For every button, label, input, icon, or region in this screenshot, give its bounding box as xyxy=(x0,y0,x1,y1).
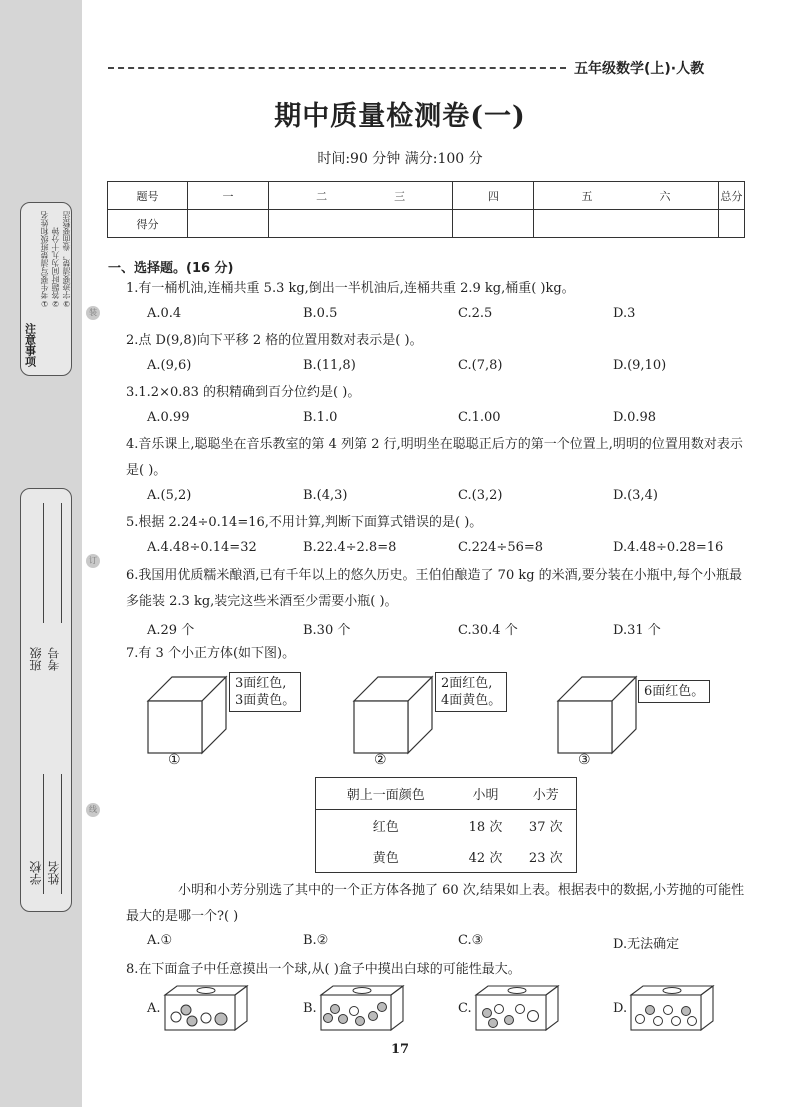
name-field-label: 姓名 xyxy=(47,861,61,885)
table-header: 小芳 xyxy=(532,788,559,803)
score-table-header-5: 五 xyxy=(581,189,593,203)
notice-line: ②答题时间为九十分钟 xyxy=(51,227,60,308)
binding-hole: 订 xyxy=(86,554,100,568)
cube-1-label: ① xyxy=(168,752,181,768)
q4-option-b[interactable]: B.(4,3) xyxy=(303,488,348,503)
white-ball-icon xyxy=(350,1007,359,1016)
q1-option-d[interactable]: D.3 xyxy=(613,306,636,321)
q3-option-c[interactable]: C.1.00 xyxy=(458,410,501,425)
gray-ball-icon xyxy=(505,1016,514,1025)
box-opening xyxy=(663,988,681,994)
q8-option-a-label[interactable]: A. xyxy=(147,1001,161,1016)
q5-option-b[interactable]: B.22.4÷2.8=8 xyxy=(303,540,397,555)
gray-ball-icon xyxy=(181,1005,191,1015)
q4-option-a[interactable]: A.(5,2) xyxy=(147,488,192,503)
q1-option-a[interactable]: A.0.4 xyxy=(147,306,182,321)
cube-3-face-text: 6面红色。 xyxy=(644,684,705,699)
white-ball-icon xyxy=(495,1005,504,1014)
field-line xyxy=(43,503,44,623)
cube-1-callout xyxy=(229,672,301,712)
question-1: 1.有一桶机油,连桶共重 5.3 kg,倒出一半机油后,连桶共重 2.9 kg,桶重( )kg。 xyxy=(126,281,575,296)
q7-option-a[interactable]: A.① xyxy=(147,933,173,948)
notice-title-text: 注意事项 xyxy=(23,323,37,367)
table-cell: 23 次 xyxy=(528,851,563,866)
white-ball-icon xyxy=(636,1015,645,1024)
q8-option-c-label[interactable]: C. xyxy=(458,1001,472,1016)
q6-option-b[interactable]: B.30 个 xyxy=(303,623,351,638)
q4-option-d[interactable]: D.(3,4) xyxy=(613,488,658,503)
class-field-label: 班级 xyxy=(29,647,43,671)
score-table-header-row xyxy=(108,182,745,210)
question-7: 7.有 3 个小正方体(如下图)。 xyxy=(126,646,296,661)
q2-option-d[interactable]: D.(9,10) xyxy=(613,358,667,373)
score-row-label: 得分 xyxy=(108,210,188,238)
cube-1-face-text: 3面红色, xyxy=(235,676,287,691)
score-cell[interactable] xyxy=(534,210,718,238)
score-table-header-2: 二 xyxy=(316,189,328,203)
table-cell: 37 次 xyxy=(528,820,563,835)
score-cell[interactable] xyxy=(269,210,453,238)
q7-option-d[interactable]: D.无法确定 xyxy=(613,937,680,952)
white-ball-icon xyxy=(171,1012,181,1022)
page-number: 17 xyxy=(390,1042,410,1057)
score-table-header-cell xyxy=(269,182,453,210)
q2-option-c[interactable]: C.(7,8) xyxy=(458,358,503,373)
cube-3-label: ③ xyxy=(578,752,591,768)
question-2: 2.点 D(9,8)向下平移 2 格的位置用数对表示是( )。 xyxy=(126,333,423,348)
binding-hole: 线 xyxy=(86,803,100,817)
binding-hole: 装 xyxy=(86,306,100,320)
gray-ball-icon xyxy=(483,1009,492,1018)
score-table xyxy=(107,181,745,238)
score-table-score-row xyxy=(108,210,745,238)
notice-box xyxy=(20,202,72,376)
box-opening xyxy=(508,988,526,994)
white-ball-icon xyxy=(516,1005,525,1014)
q1-option-c[interactable]: C.2.5 xyxy=(458,306,493,321)
cube-2-label: ② xyxy=(374,752,387,768)
notice-line: ③字迹要清楚，卷面要整洁 xyxy=(62,211,71,308)
score-cell[interactable] xyxy=(188,210,269,238)
notice-lines xyxy=(39,211,72,308)
table-cell: 42 次 xyxy=(468,851,503,866)
cube-2-face-text: 4面黄色。 xyxy=(441,693,502,708)
q8-box-a xyxy=(162,983,250,1033)
gray-ball-icon xyxy=(682,1007,691,1016)
cube-2-front-face xyxy=(354,701,408,753)
cube-1-figure xyxy=(144,673,228,755)
exam-number-field-label: 考号 xyxy=(47,647,61,671)
school-field-label: 学校 xyxy=(29,861,43,885)
gray-ball-icon xyxy=(324,1014,333,1023)
gray-ball-icon xyxy=(489,1019,498,1028)
cube-3-figure xyxy=(554,673,638,755)
q3-option-a[interactable]: A.0.99 xyxy=(147,410,190,425)
notice-title xyxy=(23,323,37,370)
question-7-note: 小明和小芳分别选了其中的一个正方体各抛了 60 次,结果如上表。根据表中的数据,小芳抛的可能性最大的是哪一个?( ) xyxy=(126,883,745,924)
score-table-header-cell: 一 xyxy=(188,182,269,210)
score-table-header-3: 三 xyxy=(394,189,406,203)
gray-ball-icon xyxy=(369,1012,378,1021)
table-header: 小明 xyxy=(472,788,499,803)
table-row xyxy=(316,841,577,873)
white-ball-icon xyxy=(672,1017,681,1026)
cube-3-callout xyxy=(638,680,710,703)
roll-results-table xyxy=(315,777,577,873)
score-table-header-cell: 总分 xyxy=(718,182,744,210)
q2-option-b[interactable]: B.(11,8) xyxy=(303,358,356,373)
gray-ball-icon xyxy=(378,1003,387,1012)
table-header-row xyxy=(316,778,577,810)
field-line xyxy=(61,503,62,623)
q7-option-b[interactable]: B.② xyxy=(303,933,329,948)
table-cell: 18 次 xyxy=(468,820,503,835)
gray-ball-icon xyxy=(215,1013,227,1025)
cube-1-front-face xyxy=(148,701,202,753)
page-title: 期中质量检测卷(一) xyxy=(274,101,526,132)
q5-option-d[interactable]: D.4.48÷0.28=16 xyxy=(613,540,724,555)
score-cell[interactable] xyxy=(453,210,534,238)
q2-option-a[interactable]: A.(9,6) xyxy=(147,358,192,373)
q8-option-b-label[interactable]: B. xyxy=(303,1001,317,1016)
q8-box-c xyxy=(473,983,561,1033)
gray-ball-icon xyxy=(339,1015,348,1024)
student-info-box xyxy=(20,488,72,912)
q3-option-b[interactable]: B.1.0 xyxy=(303,410,338,425)
q5-option-c[interactable]: C.224÷56=8 xyxy=(458,540,544,555)
cube-2-figure xyxy=(350,673,434,755)
gray-ball-icon xyxy=(646,1006,655,1015)
q4-option-c[interactable]: C.(3,2) xyxy=(458,488,503,503)
gray-ball-icon xyxy=(356,1017,365,1026)
header-divider xyxy=(108,67,566,69)
q8-box-d xyxy=(628,983,716,1033)
box-opening xyxy=(353,988,371,994)
q3-option-d[interactable]: D.0.98 xyxy=(613,410,657,425)
cube-2-face-text: 2面红色, xyxy=(441,676,493,691)
question-3: 3.1.2×0.83 的积精确到百分位约是( )。 xyxy=(126,385,361,400)
table-cell: 黄色 xyxy=(372,851,399,866)
question-6: 6.我国用优质糯米酿酒,已有千年以上的悠久历史。王伯伯酿造了 70 kg 的米酒,要分装在小瓶中,每个小瓶最多能装 2.3 kg,装完这些米酒至少需要小瓶( )。 xyxy=(126,568,742,609)
white-ball-icon xyxy=(688,1017,697,1026)
q7-option-c[interactable]: C.③ xyxy=(458,933,484,948)
white-ball-icon xyxy=(664,1006,673,1015)
q5-option-a[interactable]: A.4.48÷0.14=32 xyxy=(147,540,257,555)
exam-time-and-score: 时间:90 分钟 满分:100 分 xyxy=(317,151,483,167)
table-row xyxy=(316,810,577,842)
cube-1-face-text: 3面黄色。 xyxy=(235,693,296,708)
white-ball-icon xyxy=(528,1011,539,1022)
white-ball-icon xyxy=(201,1013,211,1023)
q8-box-b xyxy=(318,983,406,1033)
gray-ball-icon xyxy=(331,1005,340,1014)
q1-option-b[interactable]: B.0.5 xyxy=(303,306,338,321)
score-table-header-cell xyxy=(534,182,718,210)
cube-3-front-face xyxy=(558,701,612,753)
section-heading: 一、选择题。(16 分) xyxy=(108,261,234,276)
question-4: 4.音乐课上,聪聪坐在音乐教室的第 4 列第 2 行,明明坐在聪聪正后方的第一个位置上,明明的位置用数对表示是( )。 xyxy=(126,437,743,478)
q6-option-c[interactable]: C.30.4 个 xyxy=(458,623,518,638)
question-8: 8.在下面盒子中任意摸出一个球,从( )盒子中摸出白球的可能性最大。 xyxy=(126,962,521,977)
white-ball-icon xyxy=(654,1017,663,1026)
q6-option-d[interactable]: D.31 个 xyxy=(613,623,661,638)
score-table-header-cell: 题号 xyxy=(108,182,188,210)
notice-line: ①考生要写清楚班级和姓名 xyxy=(40,211,49,308)
question-5: 5.根据 2.24÷0.14=16,不用计算,判断下面算式错误的是( )。 xyxy=(126,515,483,530)
cube-2-callout xyxy=(435,672,507,712)
score-table-header-6: 六 xyxy=(659,189,671,203)
table-header: 朝上一面颜色 xyxy=(346,788,425,803)
score-table-header-cell: 四 xyxy=(453,182,534,210)
book-label: 五年级数学(上)·人教 xyxy=(574,61,705,77)
q8-option-d-label[interactable]: D. xyxy=(613,1001,628,1016)
q6-option-a[interactable]: A.29 个 xyxy=(147,623,195,638)
gray-ball-icon xyxy=(187,1016,197,1026)
table-cell: 红色 xyxy=(372,820,399,835)
score-cell[interactable] xyxy=(718,210,744,238)
box-opening xyxy=(197,988,215,994)
